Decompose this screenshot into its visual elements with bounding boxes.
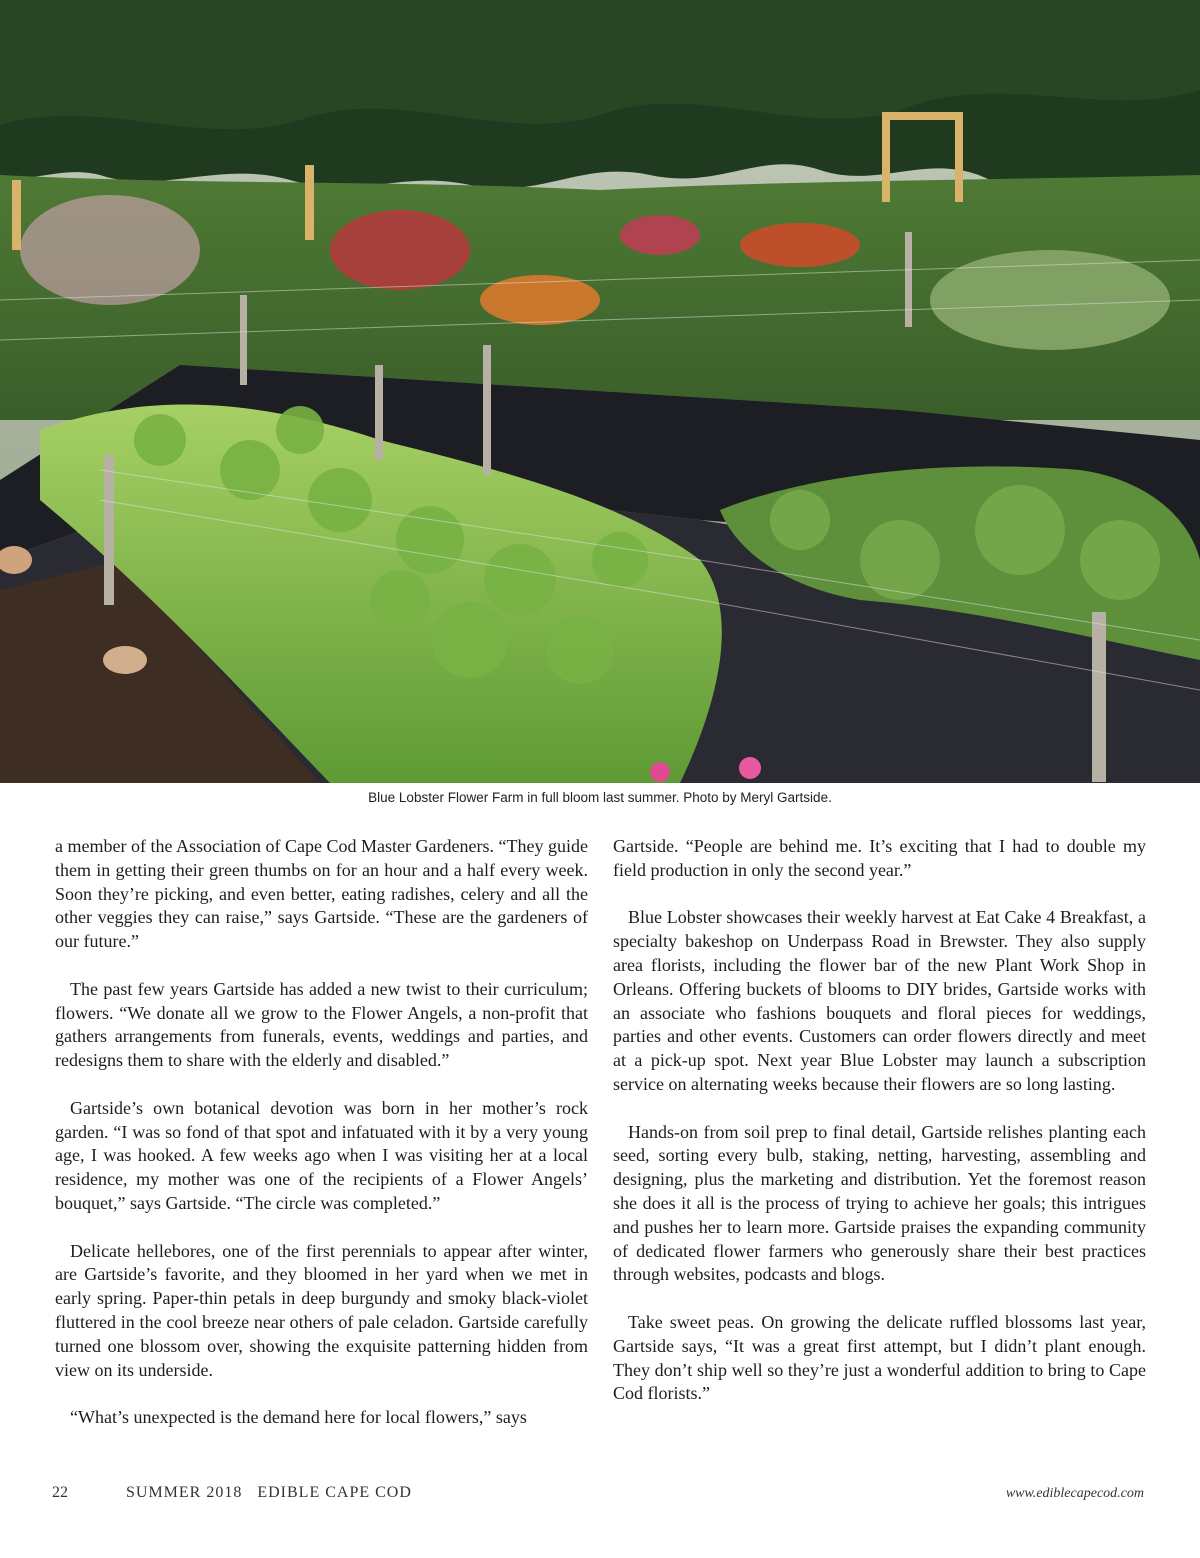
article-column-right: [613, 835, 1146, 1406]
article-column-left: [55, 835, 588, 1430]
website-url: www.ediblecapecod.com: [1005, 1486, 1144, 1501]
paragraph: Hands-on from soil prep to final detail, Gartside relishes planting each seed, sorting every bulb, staking, netting, harvesting, assembling and designing, plus the marketing and distribution. Yet the foremost reason she does it all is the process of trying to achieve her goals; this intrigues and pushes her to learn more. Gartside praises the expanding community of dedicated flower farmers who generously share their best practices through websites, podcasts and blogs.: [613, 1121, 1146, 1285]
paragraph: Delicate hellebores, one of the first perennials to appear after winter, are Gartside’s favorite, and they bloomed in her yard when we met in early spring. Paper-thin petals in deep burgundy and smoky black-violet fluttered in the cool breeze near others of pale celadon. Gartside carefully turned one blossom over, showing the exquisite patterning hidden from view on its underside.: [55, 1240, 588, 1380]
issue-label: SUMMER 2018 EDIBLE CAPE COD: [126, 1484, 412, 1501]
paragraph: Blue Lobster showcases their weekly harvest at Eat Cake 4 Breakfast, a specialty bakeshop on Underpass Road in Brewster. They also supply area florists, including the flower bar of the new Plant Work Shop in Orleans. Offering buckets of blooms to DIY brides, Gartside works with an associate who fashions bouquets and floral pieces for weddings, parties and other events. Customers can order flowers directly and meet at a pick-up spot. Next year Blue Lobster may launch a subscription service on alternating weeks because their flowers are so long lasting.: [613, 907, 1146, 1094]
paragraph: Gartside. “People are behind me. It’s exciting that I had to double my field production in only the second year.”: [613, 836, 1146, 880]
paragraph: “What’s unexpected is the demand here for local flowers,” says: [70, 1407, 527, 1428]
paragraph: Gartside’s own botanical devotion was born in her mother’s rock garden. “I was so fond of that spot and infatuated with it by a very young age, I was hooked. A few weeks ago when I was visiting her at a local residence, my mother was one of the recipients of a Flower Angels’ bouquet,” says Gartside. “The circle was completed.”: [55, 1097, 588, 1213]
paragraph: a member of the Association of Cape Cod Master Gardeners. “They guide them in getting their green thumbs on for an hour and a half every week. Soon they’re picking, and even better, eating radishes, celery and all the other veggies they can raise,” says Gartside. “These are the gardeners of our future.”: [55, 836, 588, 952]
paragraph: Take sweet peas. On growing the delicate ruffled blossoms last year, Gartside says, “It was a great first attempt, but I didn’t plant enough. They don’t ship well so they’re just a wonderful addition to bring to Cape Cod florists.”: [613, 1311, 1146, 1404]
page-number: 22: [52, 1484, 68, 1501]
page-footer: [0, 1484, 1200, 1508]
paragraph: The past few years Gartside has added a new twist to their curriculum; flowers. “We donate all we grow to the Flower Angels, a non-profit that gathers arrangements from funerals, events, weddings and parties, and redesigns them to share with the elderly and disabled.”: [55, 978, 588, 1071]
photo-caption: Blue Lobster Flower Farm in full bloom last summer. Photo by Meryl Gartside.: [368, 790, 832, 805]
